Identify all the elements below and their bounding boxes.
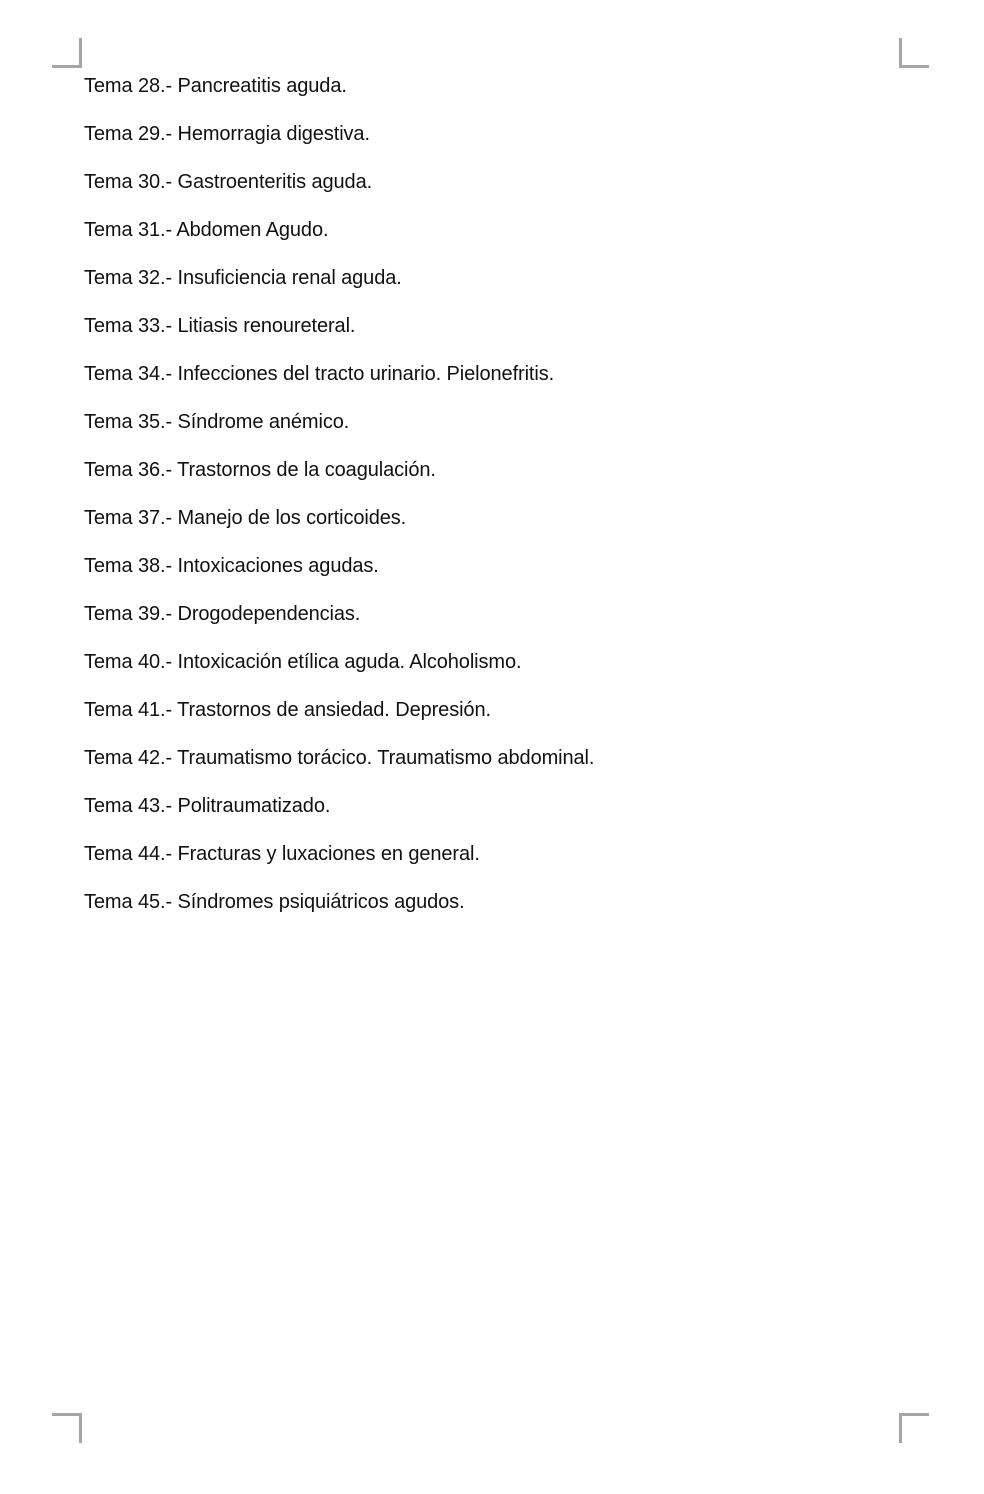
- topic-item-32: Tema 32.- Insuficiencia renal aguda.: [84, 267, 402, 289]
- topic-item-40: Tema 40.- Intoxicación etílica aguda. Alcoholismo.: [84, 651, 522, 673]
- topic-item-42: Tema 42.- Traumatismo torácico. Traumatismo abdominal.: [84, 747, 595, 769]
- topic-item-35: Tema 35.- Síndrome anémico.: [84, 411, 350, 433]
- topic-item-45: Tema 45.- Síndromes psiquiátricos agudos.: [84, 891, 465, 913]
- topic-item-36: Tema 36.- Trastornos de la coagulación.: [84, 459, 436, 481]
- topic-item-29: Tema 29.- Hemorragia digestiva.: [84, 123, 370, 145]
- topic-item-39: Tema 39.- Drogodependencias.: [84, 603, 361, 625]
- topic-item-38: Tema 38.- Intoxicaciones agudas.: [84, 555, 379, 577]
- topic-list: [84, 72, 904, 936]
- topic-item-30: Tema 30.- Gastroenteritis aguda.: [84, 171, 373, 193]
- topic-item-43: Tema 43.- Politraumatizado.: [84, 795, 331, 817]
- topic-item-34: Tema 34.- Infecciones del tracto urinario. Pielonefritis.: [84, 363, 555, 385]
- crop-mark-top-left: [52, 38, 82, 68]
- topic-item-33: Tema 33.- Litiasis renoureteral.: [84, 315, 356, 337]
- crop-mark-bottom-right: [899, 1413, 929, 1443]
- topic-item-31: Tema 31.- Abdomen Agudo.: [84, 219, 329, 241]
- crop-mark-top-right: [899, 38, 929, 68]
- crop-mark-bottom-left: [52, 1413, 82, 1443]
- topic-item-44: Tema 44.- Fracturas y luxaciones en general.: [84, 843, 480, 865]
- topic-item-41: Tema 41.- Trastornos de ansiedad. Depresión.: [84, 699, 491, 721]
- topic-item-28: Tema 28.- Pancreatitis aguda.: [84, 75, 347, 97]
- topic-item-37: Tema 37.- Manejo de los corticoides.: [84, 507, 407, 529]
